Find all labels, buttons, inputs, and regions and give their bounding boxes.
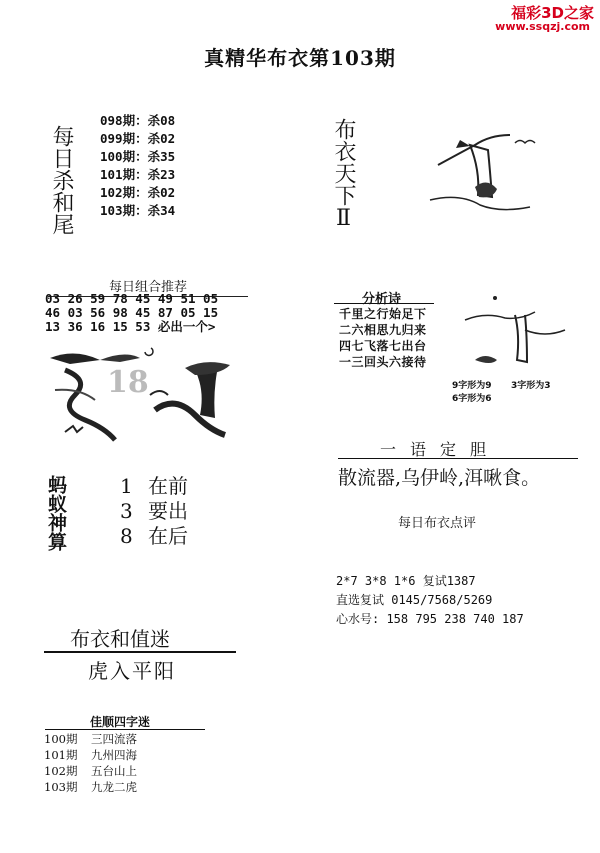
list-item: 直选复试 0145/7568/5269	[336, 593, 493, 607]
list-item: 100期 三四流落	[44, 732, 137, 746]
list-item: 098期：杀08	[100, 113, 176, 128]
divider	[45, 729, 205, 730]
combo-row: 03 26 59 78 45 49 51 05	[45, 291, 219, 306]
list-item: 2*7 3*8 1*6 复试1387	[336, 574, 476, 588]
four-char-title: 佳顺四字迷	[90, 715, 151, 729]
list-item: 102期：杀02	[100, 185, 176, 200]
list-item: 101期：杀23	[100, 167, 176, 182]
buyi-title: 布衣天下Ⅱ	[331, 118, 356, 231]
watermark-url: www.ssqzj.com	[495, 20, 590, 33]
poem-lines	[339, 306, 427, 370]
pine-tree-illustration	[420, 115, 540, 220]
combo-title: 每日组合推荐	[48, 276, 248, 297]
watermark-site-name: 福彩3D之家	[511, 4, 594, 22]
daily-kill-list	[100, 112, 175, 220]
daily-kill-label: 每日杀和尾	[49, 125, 74, 235]
list-item: 心水号: 158 795 238 740 187	[336, 612, 524, 626]
shape-hint: 3字形为3	[511, 381, 551, 391]
poem-line: 千里之行始足下	[339, 307, 427, 321]
tree-branch-illustration	[455, 290, 575, 375]
poem-line: 四七飞落七出台	[339, 339, 427, 353]
review-title: 每日布衣点评	[398, 516, 477, 531]
list-item: 100期：杀35	[100, 149, 176, 164]
shape-hint: 6字形为6	[452, 394, 492, 404]
list-item: 102期 五台山上	[44, 764, 137, 778]
combo-row: 46 03 56 98 45 87 05 15	[45, 305, 219, 320]
divider	[44, 651, 236, 653]
riddle-title: 布衣和值迷	[70, 627, 170, 651]
review-rows	[336, 572, 524, 629]
yiyu-title: 一语定胆	[380, 440, 501, 459]
svg-text:18: 18	[107, 365, 149, 400]
ant-god-label: 蚂蚁神算	[45, 475, 67, 551]
combo-row: 13 36 16 15 53 必出一个>	[45, 319, 216, 334]
list-item: 3 要出	[120, 499, 188, 523]
list-item: 099期：杀02	[100, 131, 176, 146]
list-item: 8 在后	[120, 524, 188, 548]
page-title: 真精华布衣第103期	[204, 46, 396, 70]
yiyu-content: 散流器,乌伊岭,洱啾食。	[338, 467, 541, 489]
four-char-rows	[44, 731, 137, 795]
landscape-ink-illustration	[45, 340, 245, 445]
list-item: 103期：杀34	[100, 203, 176, 218]
poem-line: 一三回头六接待	[339, 355, 427, 369]
ant-god-rows	[120, 474, 188, 549]
shape-hint: 9字形为9	[452, 381, 492, 391]
combo-rows	[45, 292, 218, 334]
list-item: 103期 九龙二虎	[44, 780, 137, 794]
list-item: 1 在前	[120, 474, 188, 498]
poem-line: 二六相思九归来	[339, 323, 427, 337]
list-item: 101期 九州四海	[44, 748, 137, 762]
divider	[334, 303, 434, 304]
divider	[338, 458, 578, 459]
poem-title: 分析诗	[362, 292, 402, 307]
riddle-answer: 虎入平阳	[88, 659, 176, 683]
